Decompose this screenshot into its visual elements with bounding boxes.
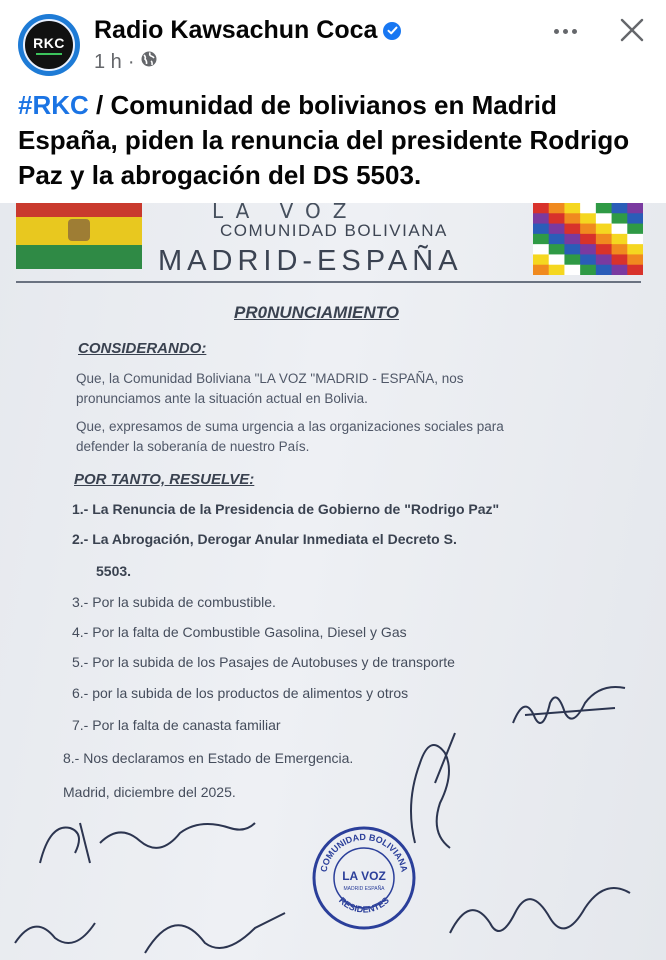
post-header	[0, 0, 666, 86]
considerando-line: Que, expresamos de suma urgencia a las organizaciones sociales para	[76, 419, 504, 434]
svg-text:RESIDENTES	[337, 895, 391, 914]
hashtag-link[interactable]: #RKC	[18, 90, 89, 120]
more-options-icon[interactable]	[548, 16, 582, 46]
document-paper	[0, 203, 666, 960]
stamp-center-sub: MADRID ESPAÑA	[343, 886, 385, 892]
considerando-line: pronunciamos ante la situación actual en Bolivia.	[76, 391, 368, 406]
bolivia-flag	[16, 203, 142, 269]
meta-separator: ·	[127, 50, 135, 73]
signature-scribble	[30, 803, 270, 873]
resolution-item: 3.- Por la subida de combustible.	[72, 594, 276, 610]
resolution-item: 6.- por la subida de los productos de alimentos y otros	[72, 685, 409, 701]
post-photo[interactable]	[0, 203, 666, 960]
flag-crest	[68, 219, 90, 241]
post-caption	[18, 88, 648, 193]
stamp-ring-bottom: RESIDENTES	[336, 895, 392, 915]
resolution-item: 4.- Por la falta de Combustible Gasolina, Diesel y Gas	[72, 624, 407, 640]
resolution-item: 5503.	[96, 563, 132, 579]
signature-scribble	[505, 673, 635, 743]
signature-scribble	[5, 883, 305, 960]
stamp-ring-top: COMUNIDAD BOLIVIANA	[318, 831, 410, 873]
dot	[572, 29, 577, 34]
close-icon[interactable]	[614, 12, 650, 48]
avatar-text: RKC	[33, 35, 65, 51]
signature-scribble	[440, 863, 640, 960]
dot	[554, 29, 559, 34]
page-name-link[interactable]	[94, 16, 401, 45]
resolution-item: 8.- Nos declaramos en Estado de Emergencia.	[63, 750, 354, 766]
resolution-item: 7.- Por la falta de canasta familiar	[72, 717, 281, 733]
logo-underline	[36, 53, 62, 55]
post-time[interactable]: 1 h	[94, 50, 122, 73]
doc-heading: PR0NUNCIAMIENTO	[234, 303, 399, 322]
stamp-center: LA VOZ	[342, 869, 386, 883]
resolution-item: 1.- La Renuncia de la Presidencia de Gobierno de "Rodrigo Paz"	[72, 501, 500, 517]
wiphala-flag	[533, 203, 643, 275]
page-name: Radio Kawsachun Coca	[94, 16, 378, 44]
considerando-label: CONSIDERANDO:	[78, 340, 207, 357]
resolution-item: 5.- Por la subida de los Pasajes de Autobuses y de transporte	[72, 654, 455, 670]
doc-organization: COMUNIDAD BOLIVIANA	[220, 221, 448, 240]
verified-badge-icon	[383, 22, 401, 40]
considerando-line: defender la soberanía de nuestro País.	[76, 439, 310, 454]
doc-date: Madrid, diciembre del 2025.	[63, 784, 236, 800]
doc-city: MADRID-ESPAÑA	[158, 245, 463, 277]
rkc-logo	[23, 19, 75, 71]
globe-icon[interactable]	[140, 50, 158, 74]
considerando-line: Que, la Comunidad Boliviana "LA VOZ "MADRID - ESPAÑA, nos	[76, 371, 464, 386]
header-rule	[16, 281, 641, 283]
community-stamp	[310, 824, 418, 932]
resuelve-label: POR TANTO, RESUELVE:	[74, 471, 255, 488]
caption-text: / Comunidad de bolivianos en Madrid España, piden la renuncia del presidente Rodrigo Paz y la abrogación del DS 5503.	[18, 90, 630, 190]
dot	[563, 29, 568, 34]
post-meta	[94, 50, 158, 74]
page-avatar[interactable]	[18, 14, 80, 76]
doc-top-cut: LA VOZ	[212, 203, 359, 223]
resolution-item: 2.- La Abrogación, Derogar Anular Inmediata el Decreto S.	[72, 531, 457, 547]
